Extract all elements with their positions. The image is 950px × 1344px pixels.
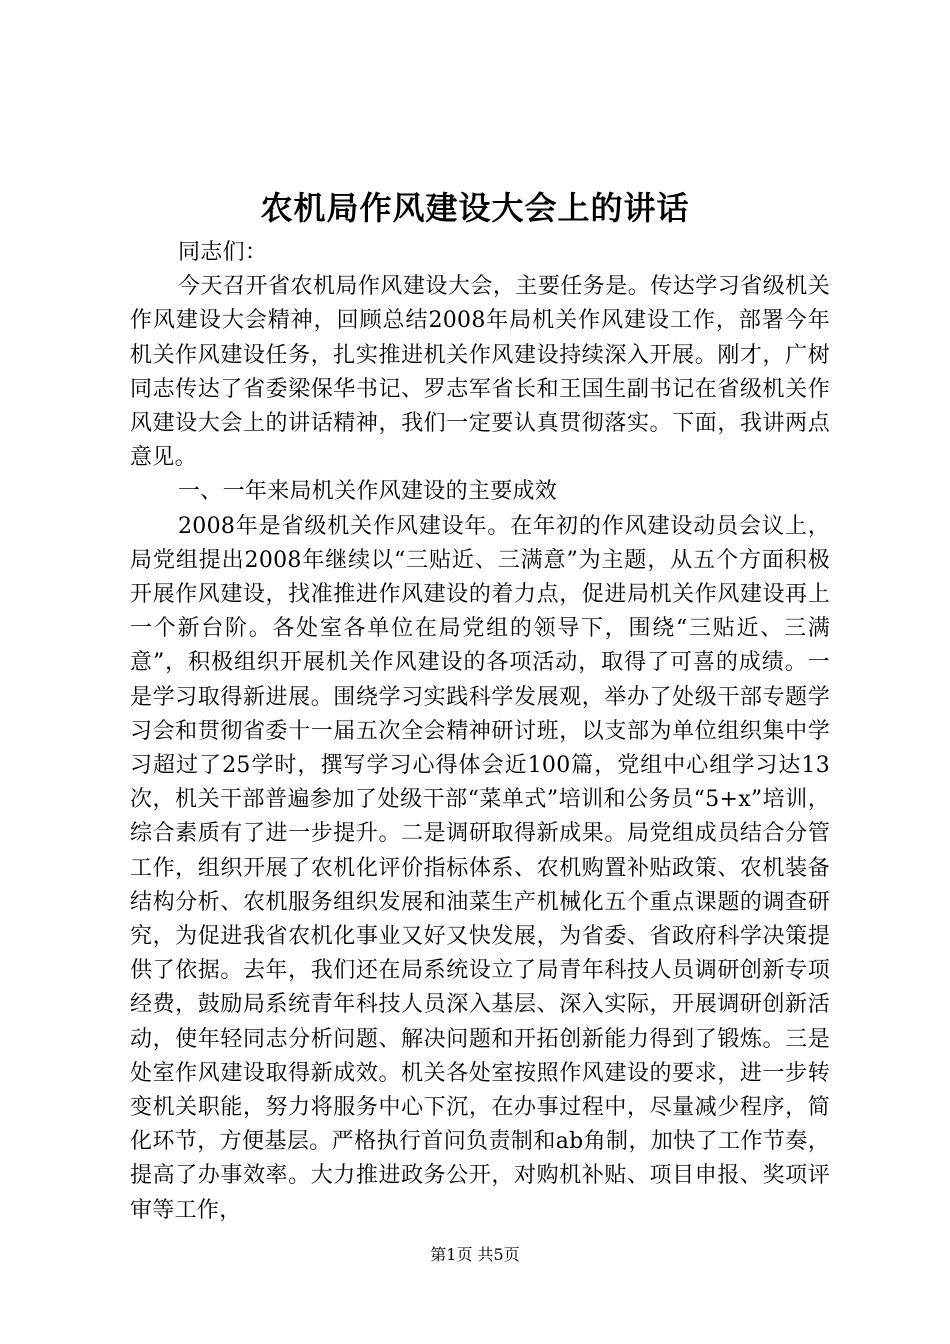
paragraph-achievements: 2008年是省级机关作风建设年。在年初的作风建设动员会议上，局党组提出2008年继续以“三贴近、三满意”为主题，从五个方面积极开展作风建设，找准推进作风建设的着力点，促进局机关作风建设再上一个新台阶。各处室各单位在局党组的领导下，围绕“三贴近、三满意”，积极组织开展机关作风建设的各项活动，取得了可喜的成绩。一是学习取得新进展。围绕学习实践科学发展观，举办了处级干部专题学习会和贯彻省委十一届五次全会精神研讨班，以支部为单位组织集中学习超过了25学时，撰写学习心得体会近100篇，党组中心组学习达13次，机关干部普遍参加了处级干部“菜单式”培训和公务员“5+x”培训，综合素质有了进一步提升。二是调研取得新成果。局党组成员结合分管工作，组织开展了农机化评价指标体系、农机购置补贴政策、农机装备结构分析、农机服务组织发展和油菜生产机械化五个重点课题的调查研究，为促进我省农机化事业又好又快发展，为省委、省政府科学决策提供了依据。去年，我们还在局系统设立了局青年科技人员调研创新专项经费，鼓励局系统青年科技人员深入基层、深入实际，开展调研创新活动，使年轻同志分析问题、解决问题和开拓创新能力得到了锻炼。三是处室作风建设取得新成效。机关各处室按照作风建设的要求，进一步转变机关职能，努力将服务中心下沉，在办事过程中，尽量减少程序，简化环节，方便基层。严格执行首问负责制和ab角制，加快了工作节奏，提高了办事效率。大力推进政务公开，对购机补贴、项目申报、奖项评审等工作， — [130, 513, 830, 1223]
document-title: 农机局作风建设大会上的讲话 — [260, 189, 690, 227]
page-number: 第1页 共5页 — [430, 1245, 520, 1264]
section-heading: 一、一年来局机关作风建设的主要成效 — [178, 479, 558, 505]
salutation: 同志们： — [178, 240, 268, 265]
paragraph-intro: 今天召开省农机局作风建设大会，主要任务是。传达学习省级机关作风建设大会精神，回顾总结2008年局机关作风建设工作，部署今年机关作风建设任务，扎实推进机关作风建设持续深入开展。刚才，广树同志传达了省委梁保华书记、罗志军省长和王国生副书记在省级机关作风建设大会上的讲话精神，我们一定要认真贯彻落实。下面，我讲两点意见。 — [130, 274, 830, 471]
document-body — [130, 236, 830, 1228]
